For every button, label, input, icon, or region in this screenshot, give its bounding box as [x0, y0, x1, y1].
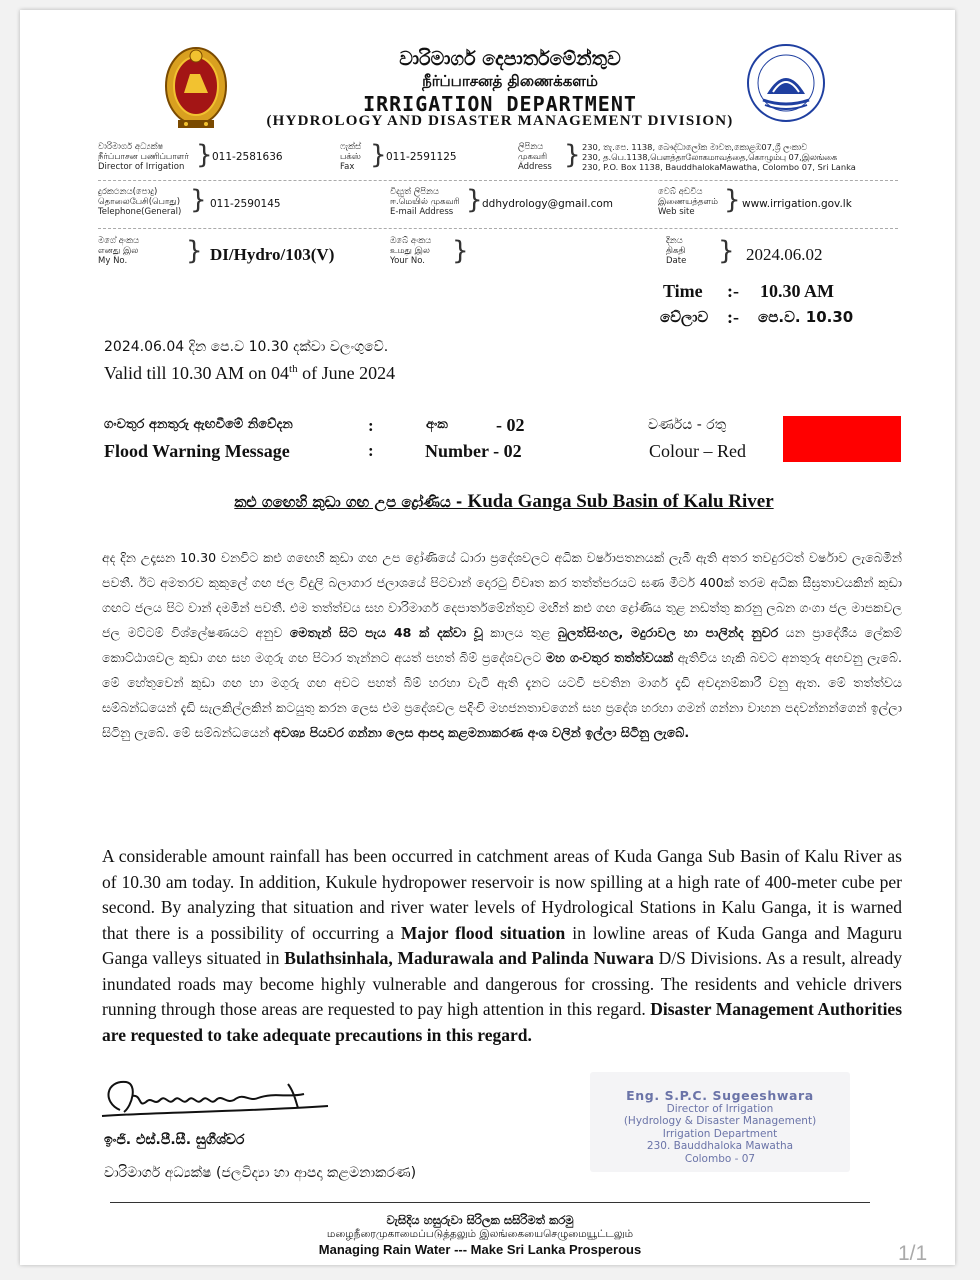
department-title-sinhala: වාරිමාර්ග දෙපාර්තමේන්තුව — [399, 48, 621, 70]
director-phone: 011-2581636 — [212, 151, 283, 163]
telephone-label: දුරකථනය(පොදු) தொலைபேசி(பொது) Telephone(General) — [98, 187, 182, 217]
footer-motto-sinhala: වැසිදිය හසුරුවා සිරිලක සසිරිමත් කරමු — [386, 1213, 574, 1227]
your-number-label: ඔබේ අංකය உமது இல Your No. — [390, 236, 432, 266]
body-paragraph-english: A considerable amount rainfall has been occurred in catchment areas of Kuda Ganga Sub Basin of Kalu River as of 10.30 am today. In addition, Kukule hydropower reservoir is now spilling at a high rate of 400-meter cube per second. By analyzing that situation and river water levels of Hydrological Stations in Kalu Ganga, it is warned that there is a possibility of occurring a Major flood situation in lowline areas of Kuda Ganga and Maguru Ganga valleys situated in Bulathsinhala, Madurawala and Palinda Nuwara D/S Divisions. As a result, already inundated roads may become highly vulnerable and dangerous for crossing. The residents and vehicle drivers running through those areas are requested to pay high attention in this regard. Disaster Management Authorities are requested to take adequate precautions in this regard. — [102, 846, 903, 1045]
my-number-label: මගේ අංකය எனது இல My No. — [98, 236, 140, 266]
department-title-english: IRRIGATION DEPARTMENT — [363, 92, 637, 116]
number-value-english: Number - 02 — [425, 441, 522, 461]
brace: } — [564, 140, 581, 170]
handwritten-signature-icon — [98, 1072, 338, 1122]
brace: } — [190, 185, 207, 215]
address-value: 230, තැ.පෙ. 1138, බෞද්ධාලෝක මාවත,කොළඹ07,ශ්‍රී ලංකාව 230, த.பெ.1138,பௌத்தாலோகமாவத்தை,கொழும்பு 07,இலங்கை 230, P.O. Box 1138, BauddhalokaMawatha, Colombo 07, Sri Lanka — [582, 142, 856, 172]
message-colon: : — [368, 416, 374, 435]
number-label-sinhala: අංක — [426, 417, 448, 432]
document-heading: කළු ගඟෙහි කුඩා ගඟ උප ද්‍රෝණිය - Kuda Ganga Sub Basin of Kalu River — [234, 491, 774, 512]
time-separator: :- — [727, 307, 739, 327]
signatory-name: ඉංජි. එස්.පී.සී. සුගීශ්වර — [104, 1132, 245, 1148]
validity-sinhala: 2024.06.04 දින පෙ.ව 10.30 දක්වා වලංගුවේ. — [104, 339, 389, 355]
date-label: දිනය திகதி Date — [666, 236, 687, 266]
department-title-tamil: நீர்ப்பாசனத் திணைக்களம் — [422, 72, 598, 90]
official-stamp: Eng. S.P.C. Sugeeshwara Director of Irrigation (Hydrology & Disaster Management) Irrigation Department 230. Bauddhaloka Mawatha Colombo - 07 — [590, 1072, 850, 1172]
email-label: විද්‍යුත් ලිපිනය ஈ.மெயில் முகவரி E-mail Address — [390, 187, 460, 217]
footer-motto-english: Managing Rain Water --- Make Sri Lanka Prosperous — [318, 1242, 642, 1257]
time-value-english: 10.30 AM — [760, 281, 834, 301]
irrigation-department-logo-icon — [745, 42, 827, 124]
footer-divider — [110, 1202, 870, 1203]
address-label: ලිපිනය முகவரி Address — [518, 142, 552, 172]
colour-value-english: Colour – Red — [649, 441, 746, 461]
document-page — [20, 10, 955, 1265]
brace: } — [718, 236, 735, 266]
brace: } — [466, 185, 483, 215]
number-value-sinhala: - 02 — [496, 415, 525, 435]
fax-label: ෆැක්ස් பக்ஸ் Fax — [340, 142, 362, 172]
website-url[interactable]: www.irrigation.gov.lk — [742, 198, 852, 210]
time-value-sinhala: පෙ.ව. 10.30 — [758, 308, 854, 326]
colour-label-sinhala: වර්ණය - රතු — [648, 417, 727, 433]
brace: } — [370, 140, 387, 170]
message-colon: : — [368, 441, 374, 460]
division-title: (HYDROLOGY AND DISASTER MANAGEMENT DIVISION) — [266, 113, 734, 129]
director-label: වාරිමාර්ග අධ්‍යක්ෂ நீர்ப்பாசன பணிப்பாளர் Director of Irrigation — [98, 142, 189, 172]
message-label-sinhala: ගංවතුර අනතුරු ඇඟවීමේ නිවේදන — [104, 417, 293, 432]
telephone-number: 011-2590145 — [210, 198, 281, 210]
divider — [98, 228, 898, 229]
page-indicator: 1/1 — [898, 1242, 928, 1265]
date-value: 2024.06.02 — [746, 245, 823, 264]
colour-swatch — [783, 416, 901, 462]
time-label-sinhala: වේලාව — [660, 308, 709, 326]
brace: } — [724, 185, 741, 215]
website-label: වෙබ් අඩවිය இணையத்தளம் Web site — [658, 187, 718, 217]
email-address[interactable]: ddhydrology@gmail.com — [482, 198, 614, 210]
validity-english: Valid till 10.30 AM on 04th of June 2024 — [104, 363, 396, 383]
brace: } — [452, 236, 469, 266]
message-label-english: Flood Warning Message — [104, 441, 290, 461]
fax-number: 011-2591125 — [386, 151, 457, 163]
time-separator: :- — [727, 281, 739, 301]
body-paragraph-sinhala: අද දින උදෑසන 10.30 වනවිට කළු ගඟෙහි කුඩා ගඟ උප ද්‍රෝණියේ ධාරා ප්‍රදේශවලට අධික වර්ෂාපතනයක් ලැබී ඇති අතර තවදුරටත් වර්ෂාව ලැබෙමින් පවතී. ඊට අමතරව කුකුලේ ගඟ ජල විදුලි බලාගාර ජලාශයේ පිටවාන් දොරටු විවෘත කර තත්ත්පරයට ඝණ මීටර් 400ක් තරම අධික සීඝ්‍රතාවයකින් කුඩා ගඟට ජලය පිට වාන් දමමින් පවතී. එම තත්ත්වය සහ වාරිමාර්ග දෙපාර්තමේන්තුව මඟින් කළු ගඟ ද්‍රෝණිය තුළ නඩත්තු කරනු ලබන ගංගා ජල මාපකවල ජල මට්ටම් විශ්ලේෂණයට අනුව මෙතැන් සිට පැය 48 ක් දක්වා වූ කාලය තුළ බුලත්සිංහල, මදුරාවල හා පාලින්ද නුවර යන ප්‍රාදේශීය ලේකම් කොට්ඨාශවල කුඩා ගඟ සහ මගුරු ගඟ පිටාර තැන්නට අයත් පහත් බිම් ප්‍රදේශවලට මහ ගංවතුර තත්ත්වයක් ඇතිවිය හැකි බවට අනතුරු අඟවනු ලැබේ. මේ හේතුවෙන් කුඩා ගඟ හා මගුරු ගඟ අවට පහත් බිම් හරහා වැටී ඇති දැනට යටවී පවතින මාර්ග දැඩි අවදානම්කාරී වනු ඇත. මේ තත්ත්වය සම්බන්ධයෙන් දැඩි සැලකිල්ලකින් කටයුතු කරන ලෙස එම ප්‍රදේශවල පදිංචි මහජනතාවගෙන් සහ ප්‍රදේශ හරහා ගමන් ගන්නා වාහන පදවන්නන්ගෙන් ඉල්ලා සිටිනු ලැබේ. මේ සම්බන්ධයෙන් අවශ්‍ය පියවර ගන්නා ලෙස ආපදා කළමනාකරණ අංශ වලින් ඉල්ලා සිටිනු ලැබේ. — [102, 550, 902, 740]
divider — [98, 180, 898, 181]
signatory-title: වාරිමාර්ග අධ්‍යක්ෂ (ජලවිද්‍යා හා ආපදා කළමනාකරණ) — [104, 1165, 417, 1181]
brace: } — [196, 140, 213, 170]
brace: } — [186, 236, 203, 266]
footer-motto-tamil: மழைநீரைமுகாமைப்படுத்தலும் இலங்கையைசெழுமையூட்டலும் — [326, 1228, 634, 1240]
my-number-value: DI/Hydro/103(V) — [210, 245, 335, 264]
time-label-english: Time — [663, 281, 703, 301]
